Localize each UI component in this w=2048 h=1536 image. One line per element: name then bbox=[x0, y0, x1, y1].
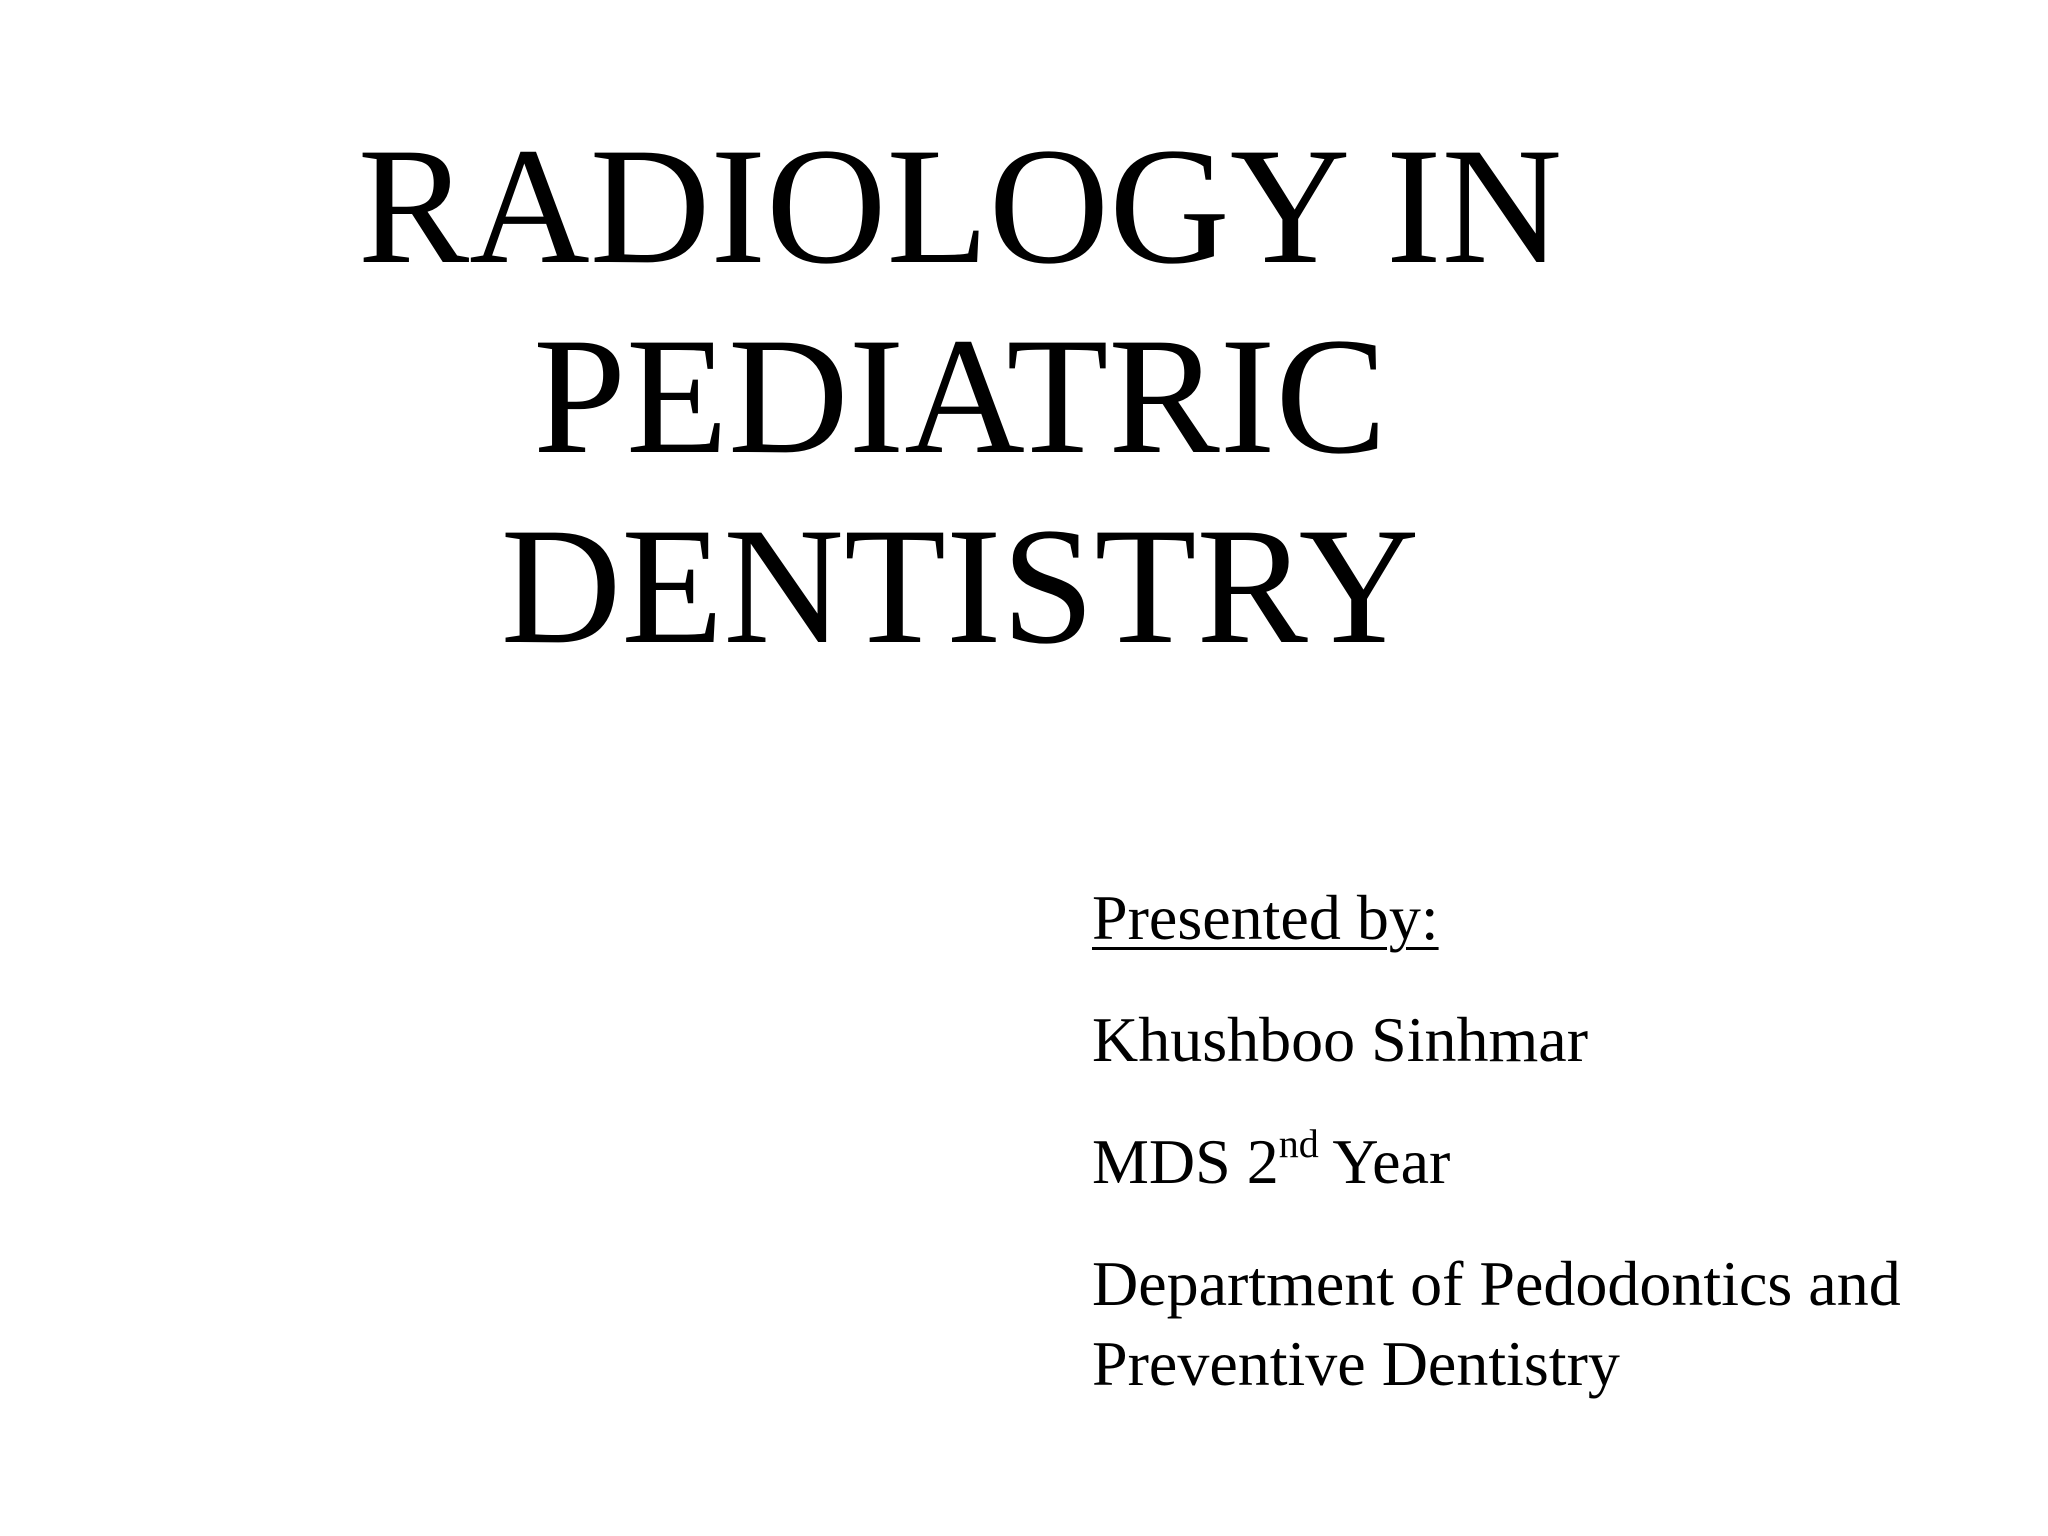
presented-by-heading: Presented by: bbox=[1092, 882, 1439, 953]
title-line-1: RADIOLOGY IN bbox=[357, 114, 1563, 299]
presenter-info bbox=[1092, 880, 2022, 1402]
year-suffix: Year bbox=[1318, 1126, 1451, 1197]
title-line-3: DENTISTRY bbox=[500, 494, 1420, 679]
department-line-1: Department of Pedodontics and bbox=[1092, 1248, 1901, 1319]
title-line-2: PEDIATRIC bbox=[533, 304, 1387, 489]
presenter-name: Khushboo Sinhmar bbox=[1092, 1004, 1588, 1075]
year-prefix: MDS 2 bbox=[1092, 1126, 1279, 1197]
department-line-2: Preventive Dentistry bbox=[1092, 1328, 1620, 1399]
slide-title bbox=[260, 112, 1660, 682]
year-ordinal: nd bbox=[1278, 1121, 1319, 1166]
presenter-year bbox=[1092, 1121, 2022, 1200]
